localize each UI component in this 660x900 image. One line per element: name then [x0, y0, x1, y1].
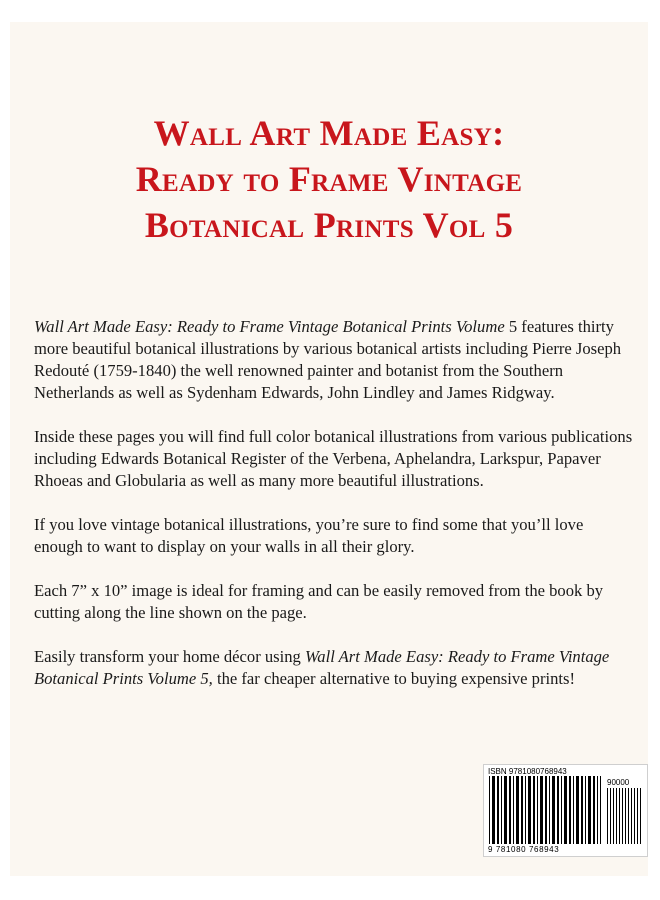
- barcode-bars: [487, 776, 644, 846]
- price-code: 90000: [607, 778, 630, 787]
- barcode-bar: [545, 776, 547, 844]
- paragraph-closing-italic: Wall Art Made Easy: Ready to Frame Vintage Botanical Prints Volume 5,: [34, 647, 610, 688]
- addon-bar: [619, 788, 620, 844]
- barcode-bar: [564, 776, 567, 844]
- barcode-bar: [492, 776, 495, 844]
- barcode-bar: [489, 776, 490, 844]
- barcode-bar: [525, 776, 526, 844]
- barcode-bar: [528, 776, 531, 844]
- barcode-bar: [557, 776, 559, 844]
- title-line-3: Botanical Prints Vol 5: [144, 205, 514, 245]
- barcode-bar: [585, 776, 586, 844]
- addon-bar: [634, 788, 635, 844]
- barcode-bar: [588, 776, 591, 844]
- description: [34, 316, 634, 712]
- isbn-digits: 9 781080 768943: [488, 845, 560, 854]
- barcode-bar: [573, 776, 574, 844]
- addon-bar: [610, 788, 611, 844]
- barcode-bar: [597, 776, 598, 844]
- barcode-bar: [513, 776, 514, 844]
- barcode-bar: [497, 776, 499, 844]
- addon-bar: [613, 788, 614, 844]
- back-cover: [10, 22, 648, 876]
- barcode-bar: [549, 776, 550, 844]
- paragraph-appeal: If you love vintage botanical illustrations, you’re sure to find some that you’ll love enough to want to display on your walls in all their glory.: [34, 515, 584, 556]
- paragraph-intro: [34, 316, 634, 404]
- book-title: [10, 110, 648, 248]
- barcode-bar: [581, 776, 583, 844]
- paragraph-framing: Each 7” x 10” image is ideal for framing and can be easily removed from the book by cutting along the line shown on the page.: [34, 581, 604, 622]
- paragraph-intro-text: 5 features thirty more beautiful botanical illustrations by various botanical artists including Pierre Joseph Redouté (1759-1840) the well renowned painter and botanist from the Southern Netherlands as well as Sydenham Edwards, John Lindley and James Ridgway.: [34, 317, 622, 402]
- addon-bar: [622, 788, 623, 844]
- addon-bar: [625, 788, 626, 844]
- barcode-bar: [561, 776, 562, 844]
- paragraph-closing-end: the far cheaper alternative to buying expensive prints!: [212, 669, 575, 688]
- isbn-label: ISBN 9781080768943: [488, 767, 567, 776]
- barcode-bar: [509, 776, 511, 844]
- addon-bar: [631, 788, 632, 844]
- barcode-bar: [600, 776, 601, 844]
- addon-bar: [607, 788, 608, 844]
- paragraph-intro-italic: Wall Art Made Easy: Ready to Frame Vintage Botanical Prints Volume: [34, 317, 505, 336]
- barcode-bar: [533, 776, 535, 844]
- barcode-bar: [540, 776, 543, 844]
- barcode-bar: [516, 776, 519, 844]
- addon-bar: [637, 788, 638, 844]
- title-line-1: Wall Art Made Easy:: [153, 113, 505, 153]
- barcode-bar: [552, 776, 555, 844]
- barcode-bar: [504, 776, 507, 844]
- paragraph-closing-start: Easily transform your home décor using: [34, 647, 305, 666]
- paragraph-closing: [34, 646, 634, 690]
- title-line-2: Ready to Frame Vintage: [135, 159, 523, 199]
- addon-bar: [616, 788, 617, 844]
- barcode-bar: [521, 776, 523, 844]
- isbn-barcode: [483, 764, 648, 857]
- barcode-bar: [593, 776, 595, 844]
- barcode-bar: [501, 776, 502, 844]
- paragraph-contents: Inside these pages you will find full color botanical illustrations from various publications including Edwards Botanical Register of the Verbena, Aphelandra, Larkspur, Papaver Rhoeas and Globularia as well as many more beautiful illustrations.: [34, 427, 633, 490]
- addon-bar: [628, 788, 629, 844]
- barcode-bar: [576, 776, 579, 844]
- barcode-bar: [569, 776, 571, 844]
- barcode-bar: [537, 776, 538, 844]
- addon-bar: [640, 788, 641, 844]
